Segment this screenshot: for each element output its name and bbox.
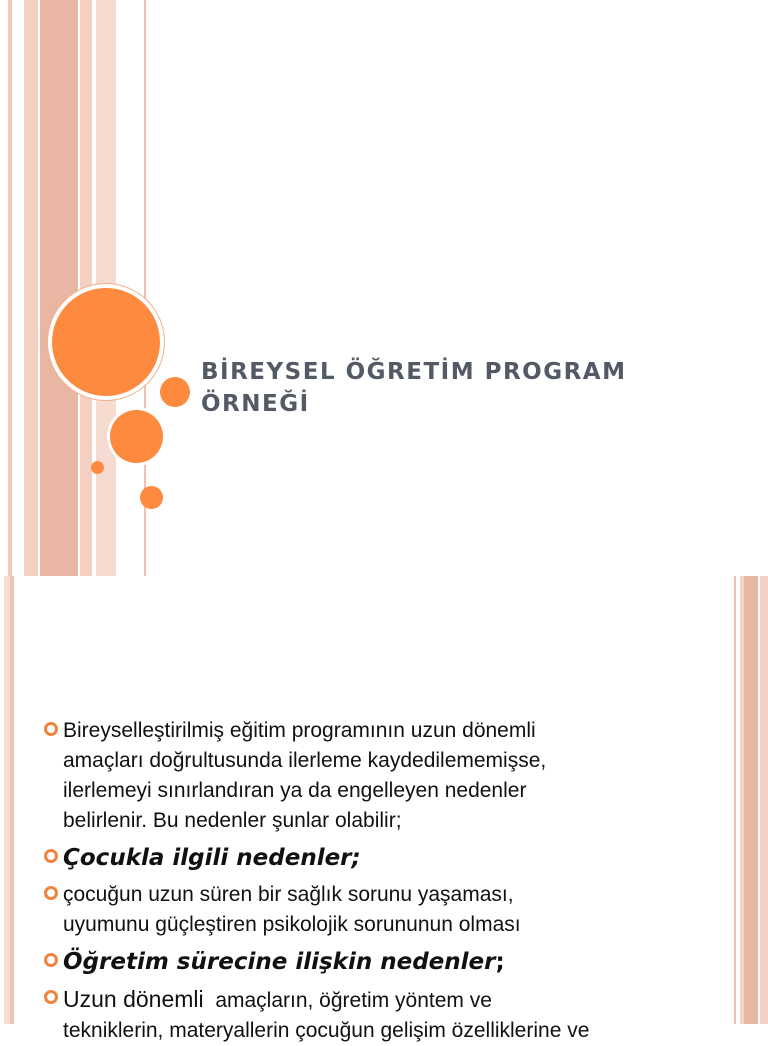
list-item-line: amaçları doğrultusunda ilerleme kaydedilememişse, [63,749,547,772]
slide-title-line2: ÖRNEĞİ [201,391,310,417]
slide-title [201,356,721,420]
decor-stripe [10,576,14,1024]
decor-circle [160,377,190,407]
slide-title-line1: BİREYSEL ÖĞRETİM PROGRAM [201,359,627,385]
list-item-lead: Uzun dönemli [63,986,204,1012]
decor-stripe [760,576,768,1024]
decor-circle [110,410,163,463]
list-item [44,716,684,836]
bullet-icon [44,886,58,900]
list-item-line: belirlenir. Bu nedenler şunlar olabilir; [63,809,402,832]
bullet-icon [44,953,58,967]
list-item [44,984,684,1046]
decor-stripe [744,576,758,1024]
decor-circle [91,461,104,474]
decor-stripe [80,0,92,576]
content-slide [0,576,768,1042]
bullet-list [44,716,684,1046]
list-heading-suffix: ; [495,949,505,975]
list-heading-text: Çocukla ilgili nedenler; [63,845,361,871]
list-item-line: ilerlemeyi sınırlandıran ya da engelleyen nedenler [63,779,527,802]
decor-stripe [40,0,78,576]
list-heading [44,842,684,874]
bullet-icon [44,990,58,1004]
decor-circle [140,486,163,509]
decor-stripe [24,0,38,576]
list-item-line: tekniklerin, materyallerin çocuğun gelişim özelliklerine ve [63,1019,590,1042]
decor-stripe [734,576,736,1024]
decor-stripe [8,0,12,576]
list-item-line: uyumunu güçleştiren psikolojik sorununun olması [63,913,521,936]
list-heading-text: Öğretim sürecine ilişkin nedenler [63,949,496,975]
list-heading [44,946,684,978]
bullet-icon [44,849,58,863]
bullet-icon [44,722,58,736]
decor-circle-large [52,288,160,396]
list-item-line [63,984,684,1016]
list-item-line: çocuğun uzun süren bir sağlık sorunu yaşaması, [63,883,514,906]
list-item-line: Bireyselleştirilmiş eğitim programının uzun dönemli [63,719,536,742]
list-item-rest: amaçların, öğretim yöntem ve [215,989,492,1012]
list-item [44,880,684,940]
